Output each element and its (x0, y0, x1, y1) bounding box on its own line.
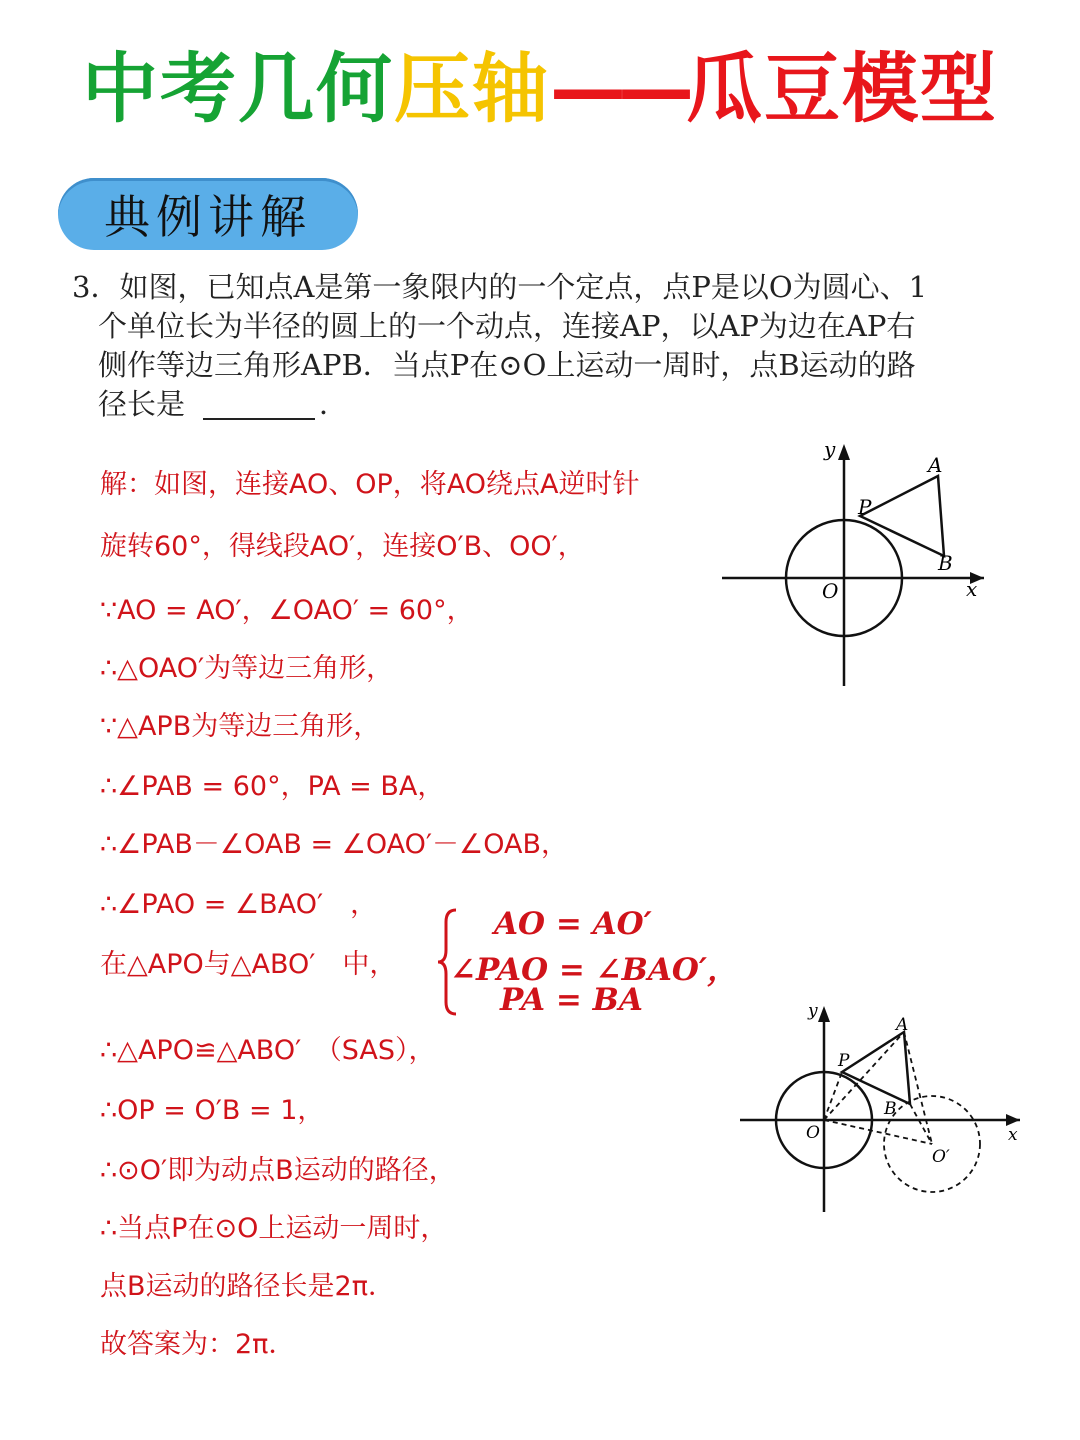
triangle-apb (842, 1032, 910, 1104)
label-o: O (806, 1123, 820, 1143)
label-b: B (884, 1099, 897, 1119)
system-equation-2: ∠PAO = ∠BAO′， (450, 952, 739, 988)
label-p: P (858, 495, 872, 519)
problem-statement (72, 268, 1012, 424)
answer-blank (203, 388, 315, 420)
solution-line: ∴∠PAB = 60°，PA = BA， (100, 771, 445, 802)
title-dash: —— (550, 44, 686, 133)
equation-system (436, 906, 739, 1018)
y-arrow-icon (818, 1006, 830, 1022)
solution-line: ∴△OAO′为等边三角形， (100, 653, 394, 684)
triangle-apb (860, 476, 944, 556)
label-x: x (1008, 1125, 1018, 1145)
solution-line: ∴∠PAB－∠OAB = ∠OAO′－∠OAB， (100, 829, 569, 860)
title-part-1: 中考几何 (82, 44, 394, 133)
title-part-2: 压轴 (394, 44, 550, 133)
system-equation-1: AO = AO′ (494, 906, 652, 942)
solution-line: ∴OP = O′B = 1， (100, 1095, 325, 1126)
figure-1 (716, 438, 1006, 690)
figure-2 (738, 1000, 1038, 1214)
section-heading: 典例讲解 (58, 178, 358, 250)
y-arrow-icon (838, 444, 850, 460)
label-a: A (928, 453, 943, 477)
label-x: x (966, 577, 978, 601)
problem-line: 侧作等边三角形APB．当点P在⊙O上运动一周时，点B运动的路 (98, 348, 916, 382)
label-b: B (938, 551, 953, 575)
solution-line: ∴当点P在⊙O上运动一周时， (100, 1213, 448, 1244)
solution-line: 点B运动的路径长是2π． (100, 1271, 395, 1302)
segment-o-prime-b (910, 1104, 932, 1144)
segment-op (824, 1072, 842, 1120)
problem-line-text: 径长是 (98, 387, 186, 421)
solution-line: ∵AO = AO′，∠OAO′ = 60°， (100, 595, 474, 626)
label-p: P (838, 1051, 850, 1071)
solution-line: 旋转60°，得线段AO′，连接O′B、OO′， (100, 531, 585, 562)
segment-oo-prime (824, 1120, 932, 1144)
solution-line: ∴⊙O′即为动点B运动的路径， (100, 1155, 456, 1186)
problem-line: 3．如图，已知点A是第一象限内的一个定点，点P是以O为圆心、1 (72, 270, 928, 304)
label-y: y (808, 1001, 818, 1021)
problem-line: 个单位长为半径的圆上的一个动点，连接AP，以AP为边在AP右 (98, 309, 916, 343)
problem-end-mark: ． (319, 387, 349, 421)
solution-line: 解：如图，连接AO、OP，将AO绕点A逆时针 (100, 469, 640, 500)
problem-line-last (72, 385, 1012, 424)
title-part-4: 瓜豆模型 (686, 44, 998, 133)
label-a: A (896, 1015, 909, 1035)
page-title (0, 28, 1080, 137)
solution-line: ∵△APB为等边三角形， (100, 711, 381, 742)
label-y: y (824, 438, 836, 461)
label-o-prime: O′ (932, 1147, 950, 1167)
solution-line: 故答案为：2π． (100, 1329, 296, 1360)
solution-line: 在△APO与△ABO′ 中， (100, 949, 397, 980)
solution-line: ∴∠PAO = ∠BAO′ ， (100, 889, 378, 920)
solution-line: ∴△APO≌△ABO′ （SAS）， (100, 1035, 436, 1066)
system-equation-3: PA = BA (500, 982, 643, 1018)
label-o: O (822, 579, 839, 603)
